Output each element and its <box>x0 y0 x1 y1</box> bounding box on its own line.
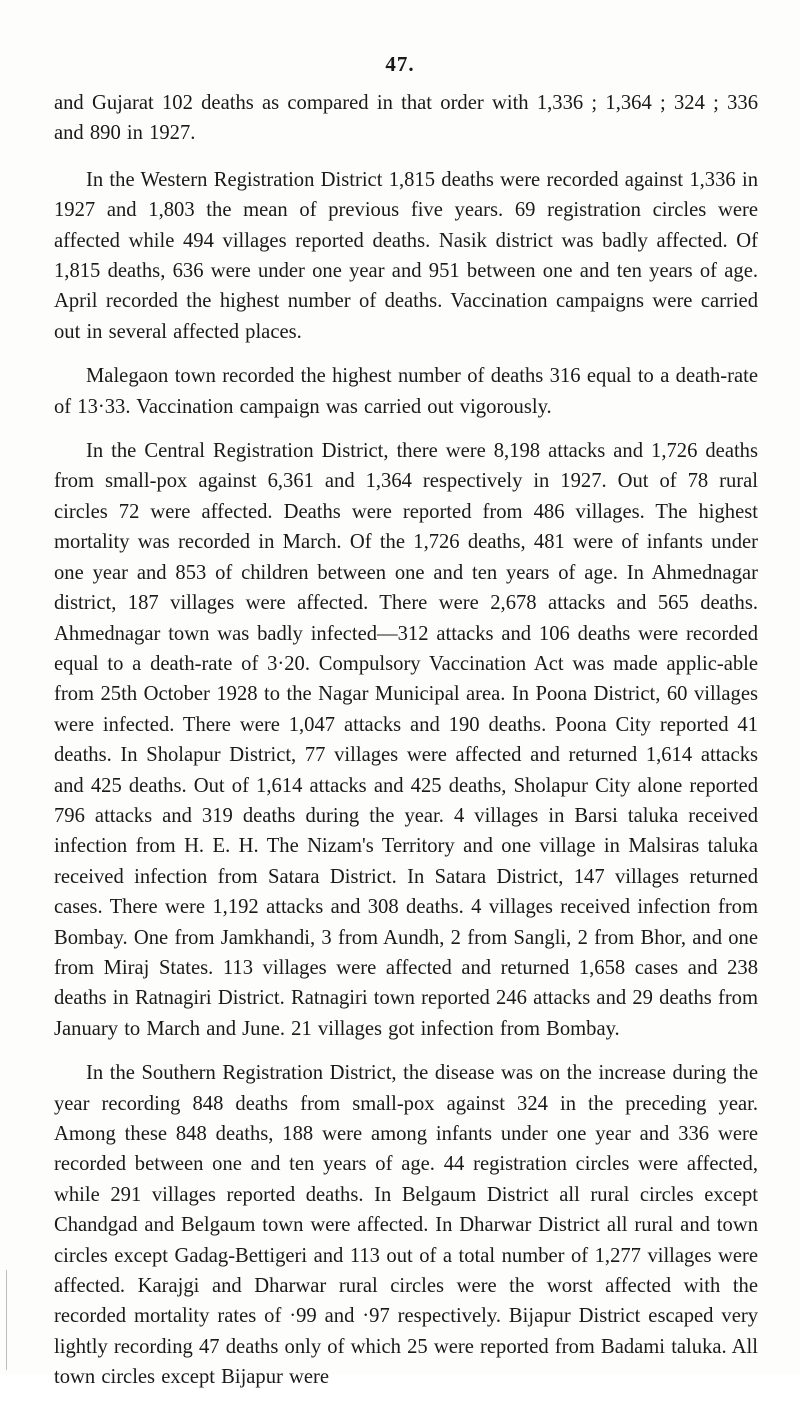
scan-margin-line <box>6 1270 17 1370</box>
paragraph-continuation: and Gujarat 102 deaths as compared in that order with 1,336 ; 1,364 ; 324 ; 336 and 890 in 1927. <box>54 92 758 145</box>
paragraph-southern-district: In the Southern Registration District, the disease was on the increase during the year recording 848 deaths from small-pox against 324 in the preceding year. Among these 848 deaths, 188 were among infants under one year and 336 were recorded between one and ten years of age. 44 registration circles were affected, while 291 villages reported deaths. In Belgaum District all rural circles except Chandgad and Belgaum town were affected. In Dharwar District all rural and town circles except Gadag-Bettigeri and 113 out of a total number of 1,277 villages were affected. Karajgi and Dharwar rural circles were the worst affected with the recorded mortality rates of ·99 and ·97 respectively. Bijapur District escaped very lightly recording 47 deaths only of which 25 were reported from Badami taluka. All town circles except Bijapur were <box>54 1062 758 1389</box>
paragraph-western-district: In the Western Registration District 1,815 deaths were recorded against 1,336 in 1927 and 1,803 the mean of previous five years. 69 registration circles were affected while 494 villages reported deaths. Nasik district was badly affected. Of 1,815 deaths, 636 were under one year and 951 between one and ten years of age. April recorded the highest number of deaths. Vaccination campaigns were carried out in several affected places. <box>54 168 758 343</box>
paragraph-central-district: In the Central Registration District, there were 8,198 attacks and 1,726 deaths from small-pox against 6,361 and 1,364 respectively in 1927. Out of 78 rural circles 72 were affected. Deaths were reported from 486 villages. The highest mortality was recorded in March. Of the 1,726 deaths, 481 were of infants under one year and 853 of children between one and ten years of age. In Ahmednagar district, 187 villages were affected. There were 2,678 attacks and 565 deaths. Ahmednagar town was badly infected—312 attacks and 106 deaths were recorded equal to a death-rate of 3·20. Compulsory Vaccination Act was made applic-able from 25th October 1928 to the Nagar Municipal area. In Poona District, 60 villages were infected. There were 1,047 attacks and 190 deaths. Poona City reported 41 deaths. In Sholapur District, 77 villages were affected and returned 1,614 attacks and 425 deaths. Out of 1,614 attacks and 425 deaths, Sholapur City alone reported 796 attacks and 319 deaths during the year. 4 villages in Barsi taluka received infection from H. E. H. The Nizam's Territory and one village in Malsiras taluka received infection from Satara District. In Satara District, 147 villages returned cases. There were 1,192 attacks and 308 deaths. 4 villages received infection from Bombay. One from Jamkhandi, 3 from Aundh, 2 from Sangli, 2 from Bhor, and one from Miraj States. 113 villages were affected and returned 1,658 cases and 238 deaths in Ratnagiri District. Ratnagiri town reported 246 attacks and 29 deaths from January to March and June. 21 villages got infection from Bombay. <box>54 440 758 1040</box>
paragraph-malegaon: Malegaon town recorded the highest number of deaths 316 equal to a death-rate of 13·33. Vaccination campaign was carried out vigorously. <box>54 365 758 418</box>
body-text <box>54 88 758 1407</box>
page-number: 47. <box>385 52 415 76</box>
